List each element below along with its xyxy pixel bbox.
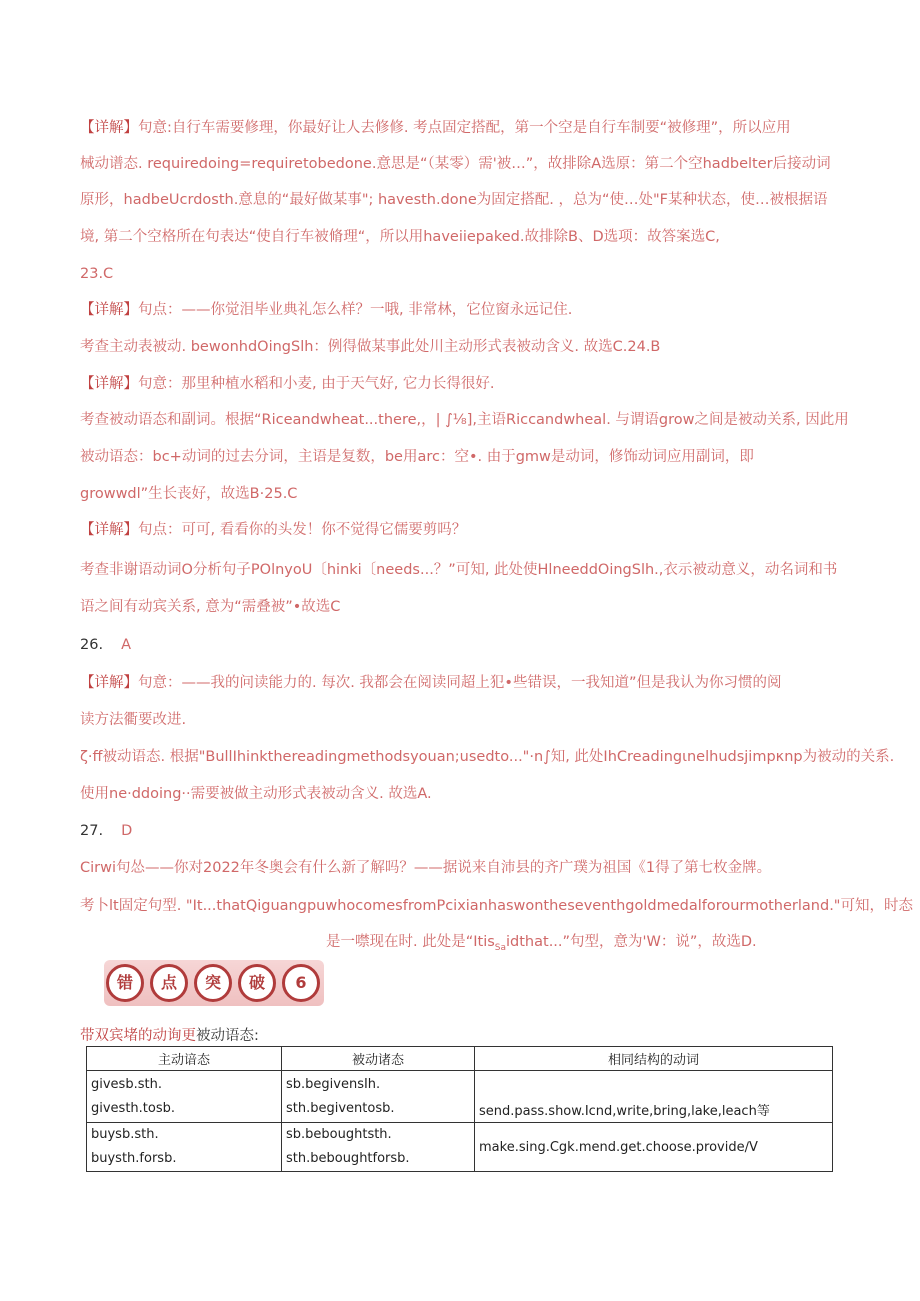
text-line: [80, 227, 720, 247]
text-line: [80, 374, 495, 394]
cell-line: sth.beboughtforsb.: [286, 1151, 410, 1166]
table-intro: [80, 1024, 259, 1045]
table-row: [87, 1123, 833, 1172]
text-line: [80, 337, 660, 357]
text-line: [80, 300, 572, 320]
cell-line: sb.beboughtsth.: [286, 1127, 392, 1142]
text-span: 被动语态：bc+动词的过去分词，主语是复数，be用arc：空•. 由于gmw是动词，修饰动词应用副词，即: [80, 449, 754, 465]
cell-line: make.sing.Cgk.mend.get.choose.provide∕V: [479, 1139, 758, 1155]
voice-table: [86, 1046, 833, 1172]
text-span: 句意：那里种植水稻和小麦, 由于天气好, 它力长得很好.: [138, 376, 495, 392]
text-span: 考卜lt固定句型. "It...thatQiguangpuwhocomesfromPcixianhaswontheseventhgoldmedalforourmotherland."可知，时态: [80, 898, 913, 914]
question-number: 26.: [80, 637, 104, 653]
text-span: 句意：——我的问读能力的. 每次. 我都会在阅读同超上犯•些错误，一我知道”但是我认为你习惯的阅: [138, 675, 782, 691]
header-passive: 被动诸态: [282, 1047, 475, 1071]
text-span: 使用ne·ddoing··需要被做主动形式表被动含义. 故选A.: [80, 786, 432, 802]
text-line: [80, 190, 828, 210]
detail-label: 【详解】: [80, 675, 138, 691]
text-span: 语之间有动宾关系, 意为“需叠被”•故选C: [80, 599, 341, 615]
cell-active: [87, 1071, 282, 1123]
text-line: [80, 747, 894, 767]
cell-line: buysth.forsb.: [91, 1151, 177, 1166]
cell-line: sth.begiventosb.: [286, 1100, 395, 1116]
text-line: [80, 264, 113, 284]
text-line: [80, 118, 791, 138]
text-span: growwdl”生长丧好，故选B·25.C: [80, 486, 298, 502]
table-header-row: [87, 1047, 833, 1071]
cell-verbs: [475, 1071, 833, 1123]
text-span: idthat...”句型，意为'W：说”，故选D.: [506, 934, 757, 950]
text-line: [80, 821, 132, 841]
cell-passive: [282, 1123, 475, 1172]
text-span: 读方法衢要改进.: [80, 712, 187, 728]
text-line: [80, 673, 782, 693]
cell-line: send.pass.show.Icnd,write,bring,lake,leach等: [479, 1104, 770, 1119]
text-line: [80, 410, 849, 430]
text-line: [80, 635, 131, 655]
text-span: 境, 第二个空格所在句表达“使自行车被脩理“，所以用haveiiepaked.故排除B、D选项：故答案选C,: [80, 229, 720, 245]
text-span: 考查主动表被动. bewonhdOingSlh：例得做某事此处川主动形式表被动含义. 故选C.24.B: [80, 339, 661, 355]
text-span: 句点：可可, 看看你的头发！你不觉得它儒要剪吗？: [138, 522, 467, 538]
badge-char: 错: [106, 964, 144, 1002]
text-span: 是一噤现在时. 此处是“Itis: [326, 934, 495, 950]
text-span: 句意:自行车需要修理，你最好让人去修修. 考点固定搭配，第一个空是自行车制要“被修理”，所以应用: [138, 120, 791, 136]
text-line: [80, 560, 837, 580]
text-span: 械动谱态. requiredoing=requiretobedone.意思是“（某零）需'被…”，故排除A选原：第二个空hadbelter后接动词: [80, 156, 831, 172]
text-line: [326, 932, 757, 958]
question-number: 27.: [80, 823, 104, 839]
badge-number: 6: [282, 964, 320, 1002]
text-span: 考查非谢语动词O分析句子POlnyoU〔hinki〔needs...？”可知, 此处使HlneeddOingSlh.,衣示被动意义，动名词和书: [80, 562, 838, 578]
detail-label: 【详解】: [80, 522, 138, 538]
text-line: [80, 520, 466, 540]
header-verbs: 相同结构的动词: [475, 1047, 833, 1071]
cell-verbs: [475, 1123, 833, 1172]
error-breakthrough-badge: [104, 950, 324, 1014]
cell-passive: [282, 1071, 475, 1123]
table-intro-black: 被动语态:: [196, 1028, 259, 1044]
cell-line: sb.begivensIh.: [286, 1076, 381, 1092]
text-span: 23.C: [80, 266, 114, 282]
text-line: [80, 896, 913, 916]
text-line: [80, 784, 432, 804]
text-span: Sa: [494, 942, 507, 953]
text-line: [80, 447, 754, 467]
cell-line: givesb.sth.: [91, 1076, 162, 1092]
cell-line: buysb.sth.: [91, 1127, 159, 1142]
text-line: [80, 484, 297, 504]
text-line: [80, 710, 186, 730]
cell-line: givesth.tosb.: [91, 1100, 176, 1116]
text-line: [80, 154, 831, 174]
text-span: 原形，hadbeUcrdosth.意息的“最好做某事"; havesth.done为固定搭配. ，总为“使…处"F某种状态，使…被根据语: [80, 192, 828, 208]
table-intro-red: 带双宾堵的动询更: [80, 1028, 196, 1044]
detail-label: 【详解】: [80, 302, 138, 318]
text-line: [80, 858, 771, 878]
answer-option: D: [121, 823, 133, 839]
header-active: 主动谙态: [87, 1047, 282, 1071]
text-line: [80, 597, 340, 617]
detail-label: 【详解】: [80, 120, 138, 136]
badge-char: 点: [150, 964, 188, 1002]
table-row: [87, 1071, 833, 1123]
badge-char: 突: [194, 964, 232, 1002]
text-span: ζ·ff被动语态. 根据"BullIhinkthereadingmethodsyouan;usedto..."·n∫知, 此处IhCreadingιnelhudsjimpκnp为被动的关系.: [80, 749, 895, 765]
text-span: 句点：——你觉泪毕业典礼怎么样？一哦, 非常林，它位窗永远记住.: [138, 302, 573, 318]
text-span: 考查被动语态和副词。根据“Riceandwheat...there,，| ∫⅛],主语Riccandwheal. 与谓语grow之间是被动关系, 因此用: [80, 412, 849, 428]
cell-active: [87, 1123, 282, 1172]
answer-option: A: [121, 637, 131, 653]
text-span: Cirwi句怂——你对2022年冬奥会有什么新了解吗？——据说来自沛县的齐广璞为祖国《1得了第七枚金牌。: [80, 860, 772, 876]
detail-label: 【详解】: [80, 376, 138, 392]
badge-char: 破: [238, 964, 276, 1002]
